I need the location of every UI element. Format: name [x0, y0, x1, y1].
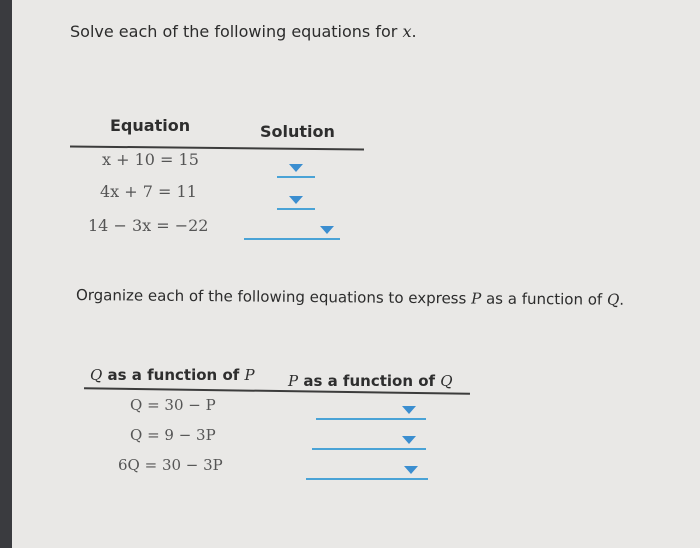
dropdown-arrow-icon — [402, 406, 416, 414]
q-equation-row-2: Q = 9 − 3P — [130, 426, 216, 444]
solution-dropdown-1[interactable] — [277, 160, 315, 178]
column-header-equation: Equation — [110, 116, 191, 135]
variable-x: x — [402, 22, 412, 41]
worksheet-page — [12, 0, 700, 548]
q-equation-row-3: 6Q = 30 − 3P — [118, 456, 223, 474]
p-function-dropdown-3[interactable] — [306, 462, 428, 480]
column-header-solution: Solution — [260, 122, 335, 141]
dropdown-underline — [244, 238, 340, 240]
dropdown-arrow-icon — [289, 196, 303, 204]
equation-row-3: 14 − 3x = −22 — [88, 216, 209, 235]
dropdown-arrow-icon — [402, 436, 416, 444]
dropdown-underline — [312, 448, 426, 450]
dropdown-arrow-icon — [320, 226, 334, 234]
p-function-dropdown-1[interactable] — [316, 402, 426, 420]
dropdown-underline — [277, 176, 315, 178]
q-equation-row-1: Q = 30 − P — [130, 396, 216, 414]
section2-instruction: Organize each of the following equations to express P as a function of Q. — [75, 286, 625, 309]
variable-q: Q — [606, 290, 620, 309]
column-header-q-function: Q as a function of P — [90, 366, 255, 384]
column-header-p-function: P as a function of Q — [288, 372, 453, 390]
section1-instruction: Solve each of the following equations for x. — [70, 22, 417, 41]
solution-dropdown-3[interactable] — [244, 222, 340, 240]
dropdown-underline — [306, 478, 428, 480]
dropdown-arrow-icon — [289, 164, 303, 172]
dropdown-underline — [277, 208, 315, 210]
dropdown-underline — [316, 418, 426, 420]
solution-dropdown-2[interactable] — [277, 192, 315, 210]
equation-row-2: 4x + 7 = 11 — [100, 182, 197, 201]
equation-row-1: x + 10 = 15 — [102, 150, 199, 169]
p-function-dropdown-2[interactable] — [312, 432, 426, 450]
dropdown-arrow-icon — [404, 466, 418, 474]
variable-p: P — [471, 289, 482, 308]
